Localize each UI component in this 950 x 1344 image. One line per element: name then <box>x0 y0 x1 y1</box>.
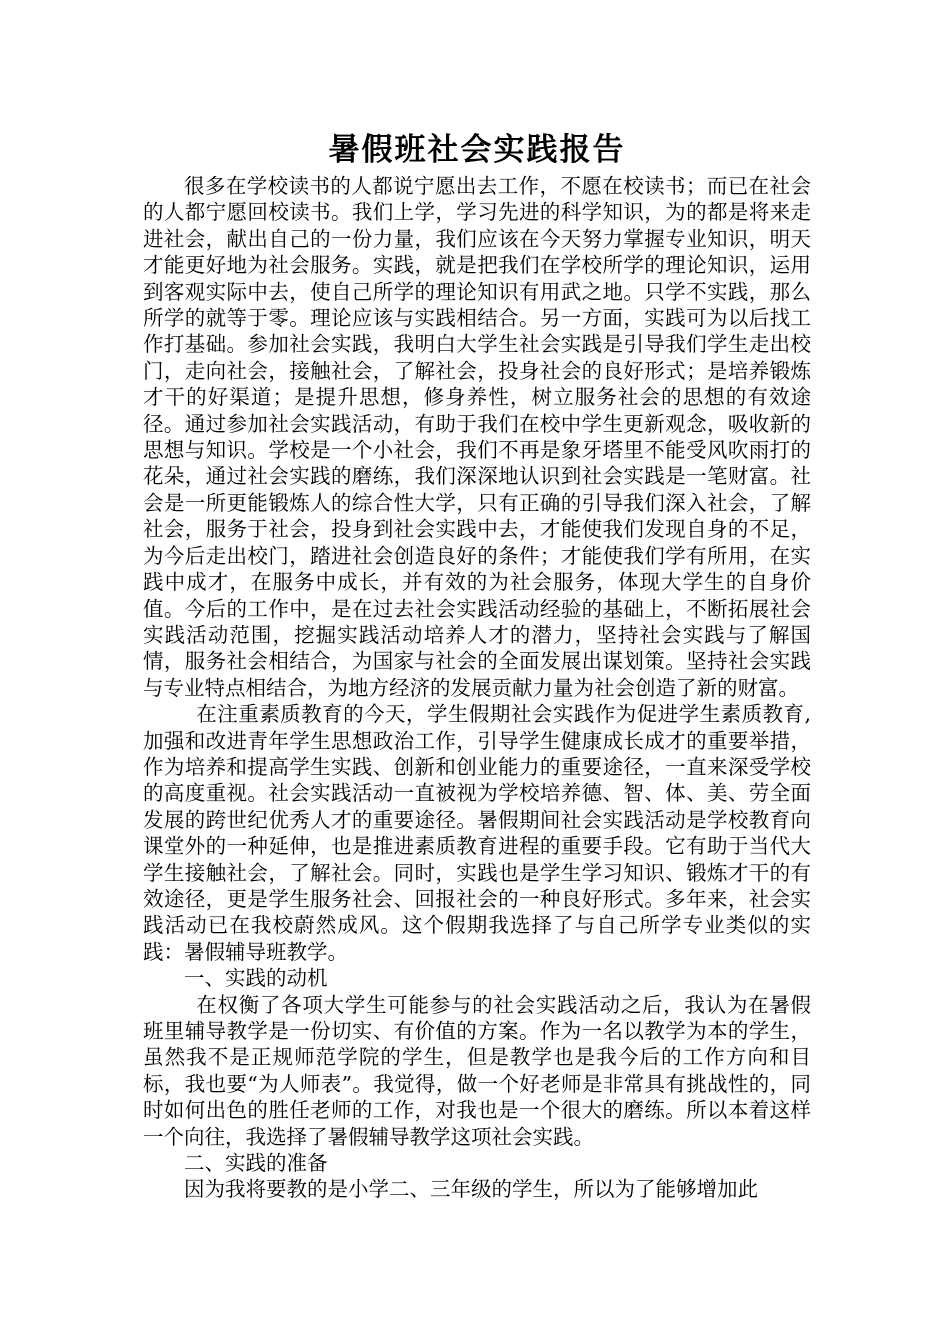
document-title: 暑假班社会实践报告 <box>328 132 626 168</box>
section-heading-motivation: 一、实践的动机 <box>184 966 328 991</box>
paragraph-motivation: 在权衡了各项大学生可能参与的社会实践活动之后，我认为在暑假班里辅导教学是一份切实、有价值的方案。作为一名以教学为本的学生，虽然我不是正规师范学院的学生，但是教学也是我今后的工作方向和目标，我也要“为人师表”。我觉得，做一个好老师是非常具有挑战性的，同时如何出色的胜任老师的工作，对我也是一个很大的磨练。所以本着这样一个向往，我选择了暑假辅导教学这项社会实践。 <box>143 992 811 1149</box>
document-body <box>143 128 811 1203</box>
paragraph-preparation: 因为我将要教的是小学二、三年级的学生，所以为了能够增加此 <box>184 1177 758 1202</box>
paragraph-quality-education: 在注重素质教育的今天，学生假期社会实践作为促进学生素质教育,加强和改进青年学生思想政治工作，引导学生健康成长成才的重要举措，作为培养和提高学生实践、创新和创业能力的重要途径，一直来深受学校的高度重视。社会实践活动一直被视为学校培养德、智、体、美、劳全面发展的跨世纪优秀人才的重要途径。暑假期间社会实践活动是学校教育向课堂外的一种延伸，也是推进素质教育进程的重要手段。它有助于当代大学生接触社会，了解社会。同时，实践也是学生学习知识、锻炼才干的有效途径，更是学生服务社会、回报社会的一种良好形式。多年来，社会实践活动已在我校蔚然成风。这个假期我选择了与自己所学专业类似的实践：暑假辅导班教学。 <box>143 702 811 964</box>
section-heading-preparation: 二、实践的准备 <box>184 1151 328 1176</box>
paragraph-intro: 很多在学校读书的人都说宁愿出去工作，不愿在校读书；而已在社会的人都宁愿回校读书。我们上学，学习先进的科学知识，为的都是将来走进社会，献出自己的一份力量，我们应该在今天努力掌握专业知识，明天才能更好地为社会服务。实践，就是把我们在学校所学的理论知识，运用到客观实际中去，使自己所学的理论知识有用武之地。只学不实践，那么所学的就等于零。理论应该与实践相结合。另一方面，实践可为以后找工作打基础。参加社会实践，我明白大学生社会实践是引导我们学生走出校门，走向社会，接触社会，了解社会，投身社会的良好形式；是培养锻炼才干的好渠道；是提升思想，修身养性，树立服务社会的思想的有效途径。通过参加社会实践活动，有助于我们在校中学生更新观念，吸收新的思想与知识。学校是一个小社会，我们不再是象牙塔里不能受风吹雨打的花朵，通过社会实践的磨练，我们深深地认识到社会实践是一笔财富。社会是一所更能锻炼人的综合性大学，只有正确的引导我们深入社会，了解社会，服务于社会，投身到社会实践中去，才能使我们发现自身的不足，为今后走出校门，踏进社会创造良好的条件；才能使我们学有所用，在实践中成才，在服务中成长，并有效的为社会服务，体现大学生的自身价值。今后的工作中，是在过去社会实践活动经验的基础上，不断拓展社会实践活动范围，挖掘实践活动培养人才的潜力，坚持社会实践与了解国情，服务社会相结合，为国家与社会的全面发展出谋划策。坚持社会实践与专业特点相结合，为地方经济的发展贡献力量为社会创造了新的财富。 <box>143 174 811 700</box>
